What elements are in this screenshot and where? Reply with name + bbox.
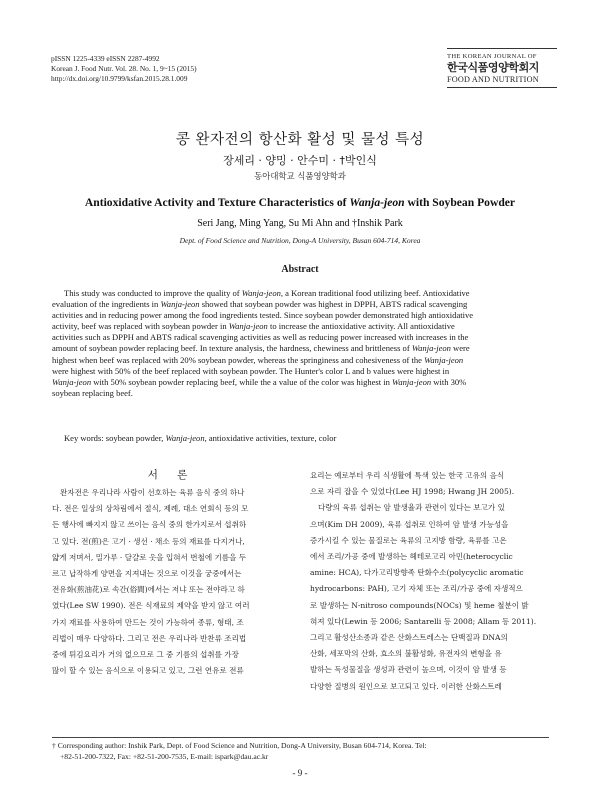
abstract-line: activity, beef was replaced with soybean powder in Wanja-jeon to increase the antioxidative activity. All antioxidative (52, 321, 455, 332)
body-line: 얇게 저며서, 밀가루 · 달걀로 옷을 입혀서 번철에 기름을 두 (52, 552, 247, 562)
abstract-line: activities such as DPPH and ABTS radical scavenging activities as well as reducing power increased with increases in the (52, 332, 469, 343)
body-column-right (310, 468, 549, 695)
title-en-part1: Antioxidative Activity and Texture Characteristics of (84, 196, 350, 209)
abstract-body (52, 288, 549, 399)
abstract-line: evaluation of the ingredients in Wanja-jeon showed that soybean powder was highest in DPPH, ABTS radical scavenging (52, 299, 468, 310)
body-line: 고 있다. 전(煎)은 고기 · 생선 · 채소 등의 재료를 다지거나, (52, 536, 245, 546)
abstract-line: highest when beef was replaced with 20% soybean powder, whereas the springiness and cohesiveness of the Wanja-jeon (52, 354, 464, 365)
body-line: 전유화(煎油花)로 속간(俗間)에서는 저냐 또는 전야라고 하 (52, 585, 245, 595)
paper-title-en (0, 196, 600, 209)
journal-bottom-rule (447, 87, 557, 88)
body-line: 많이 할 수 있는 음식으로 이용되고 있고, 그런 연유로 전류 (52, 666, 244, 676)
body-line: 가지 재료를 사용하여 만드는 것이 가능하여 종류, 형태, 조 (52, 617, 244, 627)
body-line: 으로 자리 잡을 수 있었다(Lee HJ 1998; Hwang JH 2005). (310, 487, 515, 497)
affiliation-en: Dept. of Food Science and Nutrition, Dong-A University, Busan 604-714, Korea (179, 236, 421, 245)
citation-block (51, 54, 197, 85)
corresponding-author-footnote (52, 740, 549, 762)
body-line: 발하는 독성물질을 생성과 관련이 높으며, 이것이 암 발생 등 (310, 665, 507, 675)
footnote-line: † Corresponding author: Inshik Park, Dept. of Food Science and Nutrition, Dong-A University, Busan 604-714, Korea. Tel: (52, 741, 427, 750)
section-heading-introduction: 서 론 (147, 469, 196, 481)
footnote-line: +82-51-200-7322, Fax: +82-51-200-7535, E-mail: ispark@dau.ac.kr (60, 752, 269, 761)
body-line: 다양한 질병의 원인으로 보고되고 있다. 이러한 산화스트레 (310, 681, 502, 691)
paper-title-ko: 콩 완자전의 항산화 활성 및 물성 특성 (175, 132, 425, 148)
issn-line: pISSN 1225-4339 eISSN 2287-4992 (51, 54, 160, 63)
body-line: 리법이 매우 다양하다. 그리고 전은 우리나라 반찬류 조리법 (52, 633, 247, 643)
title-en-part2: with Soybean Powder (404, 196, 516, 209)
journal-logo (447, 48, 557, 88)
body-line: 다량의 육류 섭취는 암 발생율과 관련이 있다는 보고가 있 (318, 503, 505, 513)
authors-en: Seri Jang, Ming Yang, Su Mi Ahn and †Inshik Park (197, 218, 403, 229)
footnote-divider (52, 737, 549, 738)
body-column-left (52, 485, 291, 679)
abstract-line: This study was conducted to improve the quality of Wanja-jeon, a Korean traditional food utilizing beef. Antioxidative (64, 288, 470, 298)
body-line: 혀져 있다(Lewin 등 2006; Santarelli 등 2008; Allam 등 2011). (310, 616, 537, 626)
body-line: 그리고 활성산소종과 같은 산화스트레스는 단백질과 DNA의 (310, 633, 508, 643)
body-line: 으며(Kim DH 2009), 육류 섭취로 인하여 암 발생 가능성을 (310, 519, 509, 529)
body-line: amine: HCA), 다가고리방향족 탄화수소(polycyclic aromatic (310, 568, 524, 578)
abstract-line: activities and in reducing power among the food ingredients tested. Since soybean powder demonstrated high antioxidative (52, 310, 474, 321)
title-en-italic: Wanja-jeon (349, 196, 405, 209)
body-line: 요리는 예로부터 우리 식생활에 특색 있는 한국 고유의 음식 (310, 471, 505, 480)
body-line: 에서 조리/가공 중에 발생하는 헤테로고리 아민(heterocyclic (310, 552, 513, 562)
authors-ko: 장세리 · 양밍 · 안수미 · †박인식 (223, 154, 377, 167)
body-line: 중에 튀김요리가 거의 없으므로 그 중 기름의 섭취를 가장 (52, 650, 239, 660)
abstract-line: Wanja-jeon with 50% soybean powder replacing beef, while the a value of the color was highest in Wanja-jeon with 30% (52, 376, 467, 387)
abstract-heading: Abstract (281, 264, 319, 275)
page-number: - 9 - (292, 768, 308, 778)
abstract-line: amount of soybean powder replacing beef. In texture analysis, the hardness, chewiness and brittleness of Wanja-jeon were (52, 343, 470, 354)
doi-line: http://dx.doi.org/10.9799/ksfan.2015.28.1.009 (51, 74, 188, 84)
citation-line: Korean J. Food Nutr. Vol. 28. No. 1, 9~15 (2015) (51, 64, 197, 74)
body-line: 완자전은 우리나라 사람이 선호하는 육류 음식 중의 하나 (60, 488, 245, 497)
body-line: 든 행사에 빠지지 않고 쓰이는 음식 중의 한가지로서 섭취하 (52, 520, 247, 530)
body-line: hydrocarbons: PAH), 고기 자체 또는 조리/가공 중에 자생적으 (310, 584, 523, 594)
body-line: 였다(Lee SW 1990). 전은 식재료의 제약을 받지 않고 여러 (52, 601, 250, 611)
affiliation-ko: 동아대학교 식품영양학과 (254, 171, 346, 181)
abstract-line: were highest with 50% of the beef replaced with soybean powder. The Hunter's color L and b values were highest in (52, 365, 450, 376)
body-line: 르고 납작하게 양면을 지져내는 것으로 이것을 궁중에서는 (52, 569, 242, 579)
keywords: Key words: soybean powder, Wanja-jeon, antioxidative activities, texture, color (64, 433, 337, 443)
journal-name-en-bottom: FOOD AND NUTRITION (447, 75, 539, 84)
journal-name-ko: 한국식품영양학회지 (447, 61, 540, 74)
body-line: 로 발생하는 N-nitroso compounds(NOCs) 및 heme 철분이 밝 (310, 600, 529, 610)
journal-name-en-top: THE KOREAN JOURNAL OF (447, 53, 537, 60)
body-line: 증가시킬 수 있는 물질로는 육류의 고지방 함량, 육류를 고온 (310, 535, 507, 545)
abstract-line: soybean replacing beef. (52, 387, 133, 398)
body-line: 산화, 세포막의 산화, 효소의 불활성화, 유전자의 변형을 유 (310, 649, 502, 659)
body-line: 다. 전은 일상의 상차림에서 절식, 제례, 대소 연회식 등의 모 (52, 504, 249, 514)
